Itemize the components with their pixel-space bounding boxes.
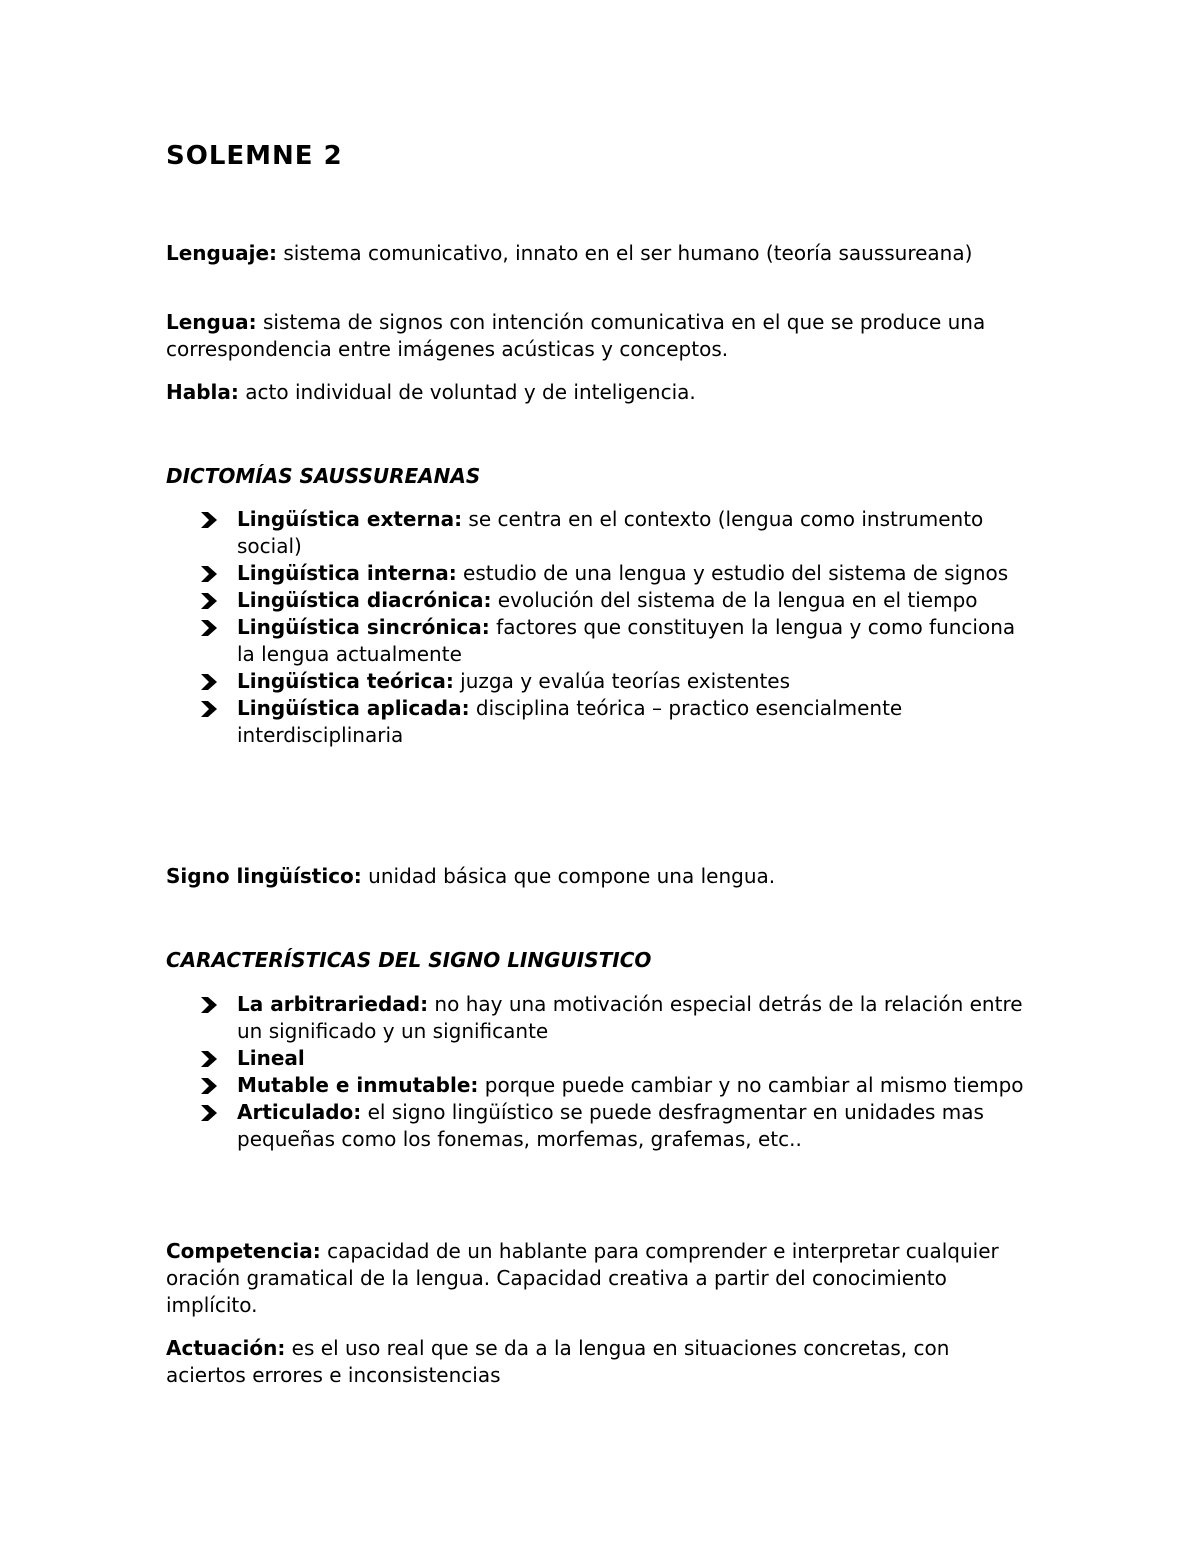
document-page [166,0,1036,1553]
list-item [200,695,1030,749]
arrow-bullet-icon [200,1105,218,1121]
definition-text: sistema de signos con intención comunicativa en el que se produce una correspondencia entre imágenes acústicas y conceptos. [166,310,986,361]
list-item [200,668,1030,695]
arrow-bullet-icon [200,512,218,528]
list-item [200,587,1030,614]
list-item-term: Articulado: [237,1100,362,1124]
list-item [200,1045,1030,1072]
list-item-text: disciplina teórica – practico esencialmente interdisciplinaria [237,696,903,747]
definition-text: sistema comunicativo, innato en el ser humano (teoría saussureana) [277,241,973,265]
list-item-term: Lingüística externa: [237,507,463,531]
caracteristicas-list [200,991,1030,1153]
definition-term: Lengua: [166,310,257,334]
list-item-text: no hay una motivación especial detrás de la relación entre un significado y un significante [237,992,1023,1043]
definition-text: unidad básica que compone una lengua. [361,864,776,888]
definition-term: Signo lingüístico: [166,864,362,888]
list-item [200,1099,1030,1153]
document-title: SOLEMNE 2 [166,141,343,171]
definition-text: capacidad de un hablante para comprender e interpretar cualquier oración gramatical de la lengua. Capacidad creativa a partir del conocimiento implícito. [166,1239,999,1317]
definition-habla [166,379,1026,406]
section-heading-caracteristicas: CARACTERÍSTICAS DEL SIGNO LINGUISTICO [166,948,652,972]
list-item [200,560,1030,587]
arrow-bullet-icon [200,620,218,636]
list-item-text: el signo lingüístico se puede desfragmentar en unidades mas pequeñas como los fonemas, morfemas, grafemas, etc.. [237,1100,984,1151]
definition-term: Lenguaje: [166,241,278,265]
arrow-bullet-icon [200,1051,218,1067]
definition-term: Habla: [166,380,239,404]
arrow-bullet-icon [200,566,218,582]
list-item-text: estudio de una lengua y estudio del sistema de signos [456,561,1009,585]
definition-lengua [166,309,1026,363]
list-item-text: evolución del sistema de la lengua en el tiempo [491,588,978,612]
arrow-bullet-icon [200,997,218,1013]
arrow-bullet-icon [200,701,218,717]
list-item-term: Lineal [237,1046,305,1070]
dictomias-list [200,506,1030,749]
arrow-bullet-icon [200,593,218,609]
arrow-bullet-icon [200,1078,218,1094]
definition-term: Actuación: [166,1336,286,1360]
list-item [200,506,1030,560]
list-item-text: factores que constituyen la lengua y como funciona la lengua actualmente [237,615,1016,666]
definition-lenguaje [166,240,1026,267]
list-item-text: se centra en el contexto (lengua como instrumento social) [237,507,984,558]
list-item-term: Lingüística diacrónica: [237,588,492,612]
list-item-text: porque puede cambiar y no cambiar al mismo tiempo [478,1073,1024,1097]
list-item-term: La arbitrariedad: [237,992,429,1016]
list-item-text: juzga y evalúa teorías existentes [453,669,791,693]
definition-term: Competencia: [166,1239,321,1263]
list-item-term: Lingüística aplicada: [237,696,470,720]
list-item-term: Lingüística interna: [237,561,457,585]
list-item [200,991,1030,1045]
definition-competencia [166,1238,1026,1319]
definition-text: acto individual de voluntad y de inteligencia. [238,380,696,404]
list-item [200,1072,1030,1099]
definition-signo-linguistico [166,863,1026,890]
list-item-term: Lingüística teórica: [237,669,454,693]
definition-text: es el uso real que se da a la lengua en situaciones concretas, con aciertos errores e inconsistencias [166,1336,950,1387]
arrow-bullet-icon [200,674,218,690]
list-item-term: Lingüística sincrónica: [237,615,490,639]
list-item [200,614,1030,668]
section-heading-dictomias: DICTOMÍAS SAUSSUREANAS [166,464,481,488]
definition-actuacion [166,1335,1026,1389]
list-item-term: Mutable e inmutable: [237,1073,479,1097]
